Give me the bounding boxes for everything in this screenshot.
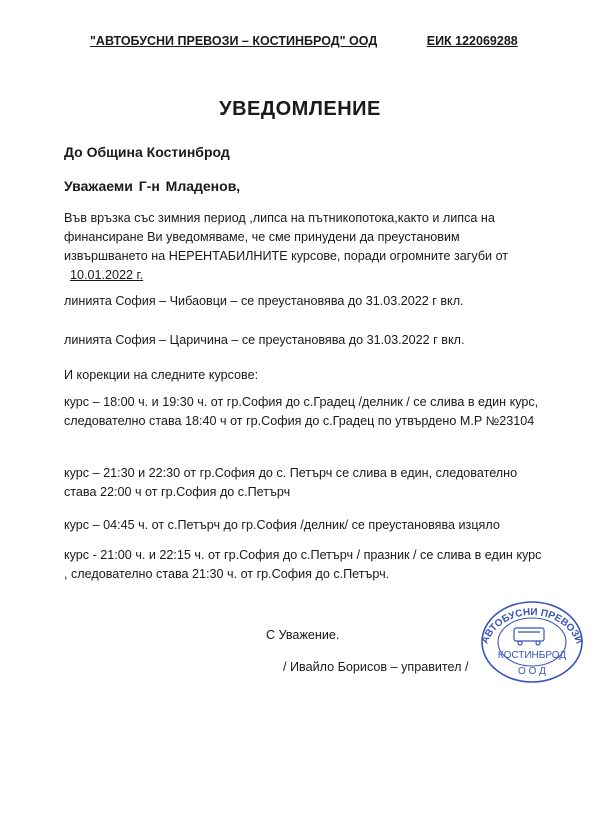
bus-icon (514, 628, 544, 645)
corrections-intro: И корекции на следните курсове: (64, 368, 259, 382)
company-header (90, 34, 518, 48)
correction-item: курс – 04:45 ч. от с.Петърч до гр.София /делник/ се преустановява изцяло (64, 518, 500, 532)
company-stamp (476, 598, 586, 684)
signatory-name: / Ивайло Борисов – управител / (283, 660, 469, 674)
correction-item: курс – 18:00 ч. и 19:30 ч. от гр.София до с.Градец /делник / се слива в един курс, следователно става 18:40 ч от гр.София до с.Градец по утвърдено М.Р №23104 (64, 395, 539, 428)
stamp-bottom-text: О О Д (518, 666, 546, 677)
line-chibaovtsi: линията София – Чибаовци – се преустановява до 31.03.2022 г вкл. (64, 294, 464, 308)
line-tsarichina: линията София – Царичина – се преустановява до 31.03.2022 г вкл. (64, 333, 465, 347)
correction-item: курс – 21:30 и 22:30 от гр.София до с. Петърч се слива в един, следователно става 22:00 ч от гр.София до с.Петърч (64, 466, 518, 499)
correction-item: курс - 21:00 ч. и 22:15 ч. от гр.София до с.Петърч / празник / се слива в един курс , следователно става 21:30 ч. от гр.София до с.Петърч. (64, 548, 542, 581)
intro-text: Във връзка със зимния период ,липса на пътникопотока,както и липса на финансиране Ви уведомяваме, че сме принудени да преустановим извършването на НЕРЕНТАБИЛНИТЕ курсове, поради огромните загуби от (64, 211, 509, 263)
closing-text: С Уважение. (266, 628, 340, 642)
greeting: Уважаеми Г-н Младенов, (64, 178, 241, 194)
document-title: УВЕДОМЛЕНИЕ (219, 98, 381, 120)
company-eik: ЕИК 122069288 (426, 34, 518, 48)
intro-paragraph (64, 209, 544, 285)
stamp-top-text: АВТОБУСНИ ПРЕВОЗИ (479, 606, 585, 646)
svg-text:АВТОБУСНИ ПРЕВОЗИ (480, 607, 585, 645)
stamp-middle-text: КОСТИНБРОД (497, 650, 567, 661)
intro-date: 10.01.2022 г. (70, 268, 144, 282)
company-name: "АВТОБУСНИ ПРЕВОЗИ – КОСТИНБРОД" ООД (90, 34, 378, 48)
recipient: До Община Костинброд (64, 144, 230, 160)
